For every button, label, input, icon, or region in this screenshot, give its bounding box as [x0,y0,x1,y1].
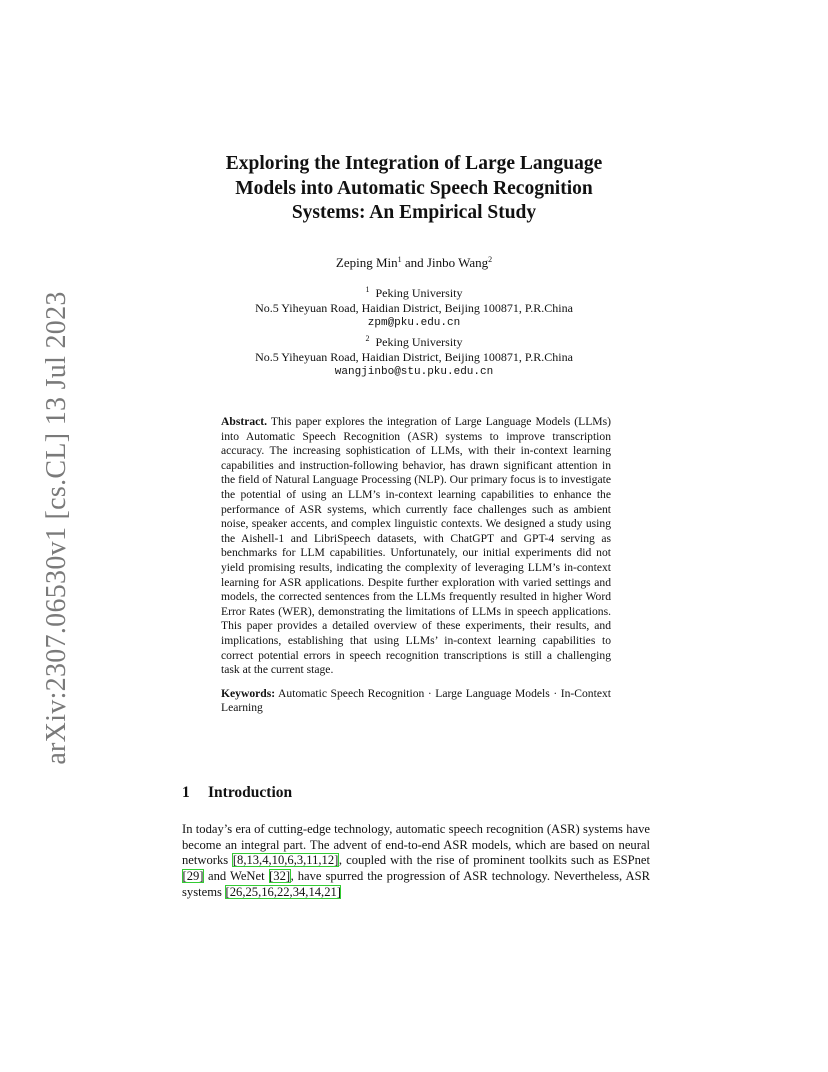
affiliation-1-mark: 1 [365,285,370,294]
author-1: Zeping Min [335,255,398,270]
intro-text-1: In today’s era of cutting-edge technology, automatic speech recognition (ASR) systems have become an integral part. The advent of end-to-end ASR models, which are based on neural networks [182,822,650,868]
affiliation-2-address: No.5 Yiheyuan Road, Haidian District, Beijing 100871, P.R.China [255,350,573,364]
keywords-label: Keywords: [221,686,276,700]
paper-title [0,152,828,226]
section-heading-introduction [182,784,292,802]
introduction-paragraph [182,822,650,901]
abstract [221,415,611,716]
affiliations [0,282,828,380]
abstract-text: This paper explores the integration of Large Language Models (LLMs) into Automatic Speech Recognition (ASR) systems to improve transcription accuracy. The increasing sophistication of LLMs, with their in-context learning capabilities and instruction-following behavior, has drawn significant attention in the field of Natural Language Processing (NLP). Our primary focus is to investigate the potential of using an LLM’s in-context learning capabilities to enhance the performance of ASR systems, which currently face challenges such as ambient noise, speaker accents, and complex linguistic contexts. We designed a study using the Aishell-1 and LibriSpeech datasets, with ChatGPT and GPT-4 serving as benchmarks for LLM capabilities. Unfortunately, our initial experiments did not yield promising results, indicating the complexity of leveraging LLM’s in-context learning for ASR applications. Despite further exploration with varied settings and models, the corrected sentences from the LLMs frequently resulted in higher Word Error Rates (WER), demonstrating the limitations of LLMs in speech applications. This paper provides a detailed overview of these experiments, their results, and implications, establishing that using LLMs’ in-context learning capabilities to correct potential errors in speech recognition transcriptions is still a challenging task at the current stage. [221,415,611,677]
affiliation-1-email[interactable]: zpm@pku.edu.cn [367,317,461,329]
affiliation-1-institution: Peking University [375,286,463,300]
keywords [221,687,611,716]
affiliation-1-name [0,282,828,301]
affiliation-2-email[interactable]: wangjinbo@stu.pku.edu.cn [334,366,494,378]
author-1-mark: 1 [397,255,402,264]
title-line-3: Systems: An Empirical Study [291,202,537,223]
citation-link[interactable]: [29] [182,869,204,884]
section-number: 1 [182,784,190,801]
citation-link[interactable]: [8,13,4,10,6,3,11,12] [232,853,339,868]
title-line-2: Models into Automatic Speech Recognition [235,177,593,199]
affiliation-2-mark: 2 [365,334,370,343]
author-conjunction: and [401,255,427,270]
author-list [0,255,828,271]
section-title: Introduction [208,784,293,801]
keywords-text: Automatic Speech Recognition · Large Language Models · In-Context Learning [221,686,611,715]
affiliation-2-name [0,331,828,350]
affiliation-2-institution: Peking University [375,335,463,349]
intro-text-4: , have spurred the progression of ASR technology. Nevertheless, ASR systems [182,869,650,899]
title-line-1: Exploring the Integration of Large Language [225,153,603,174]
author-2-mark: 2 [488,255,493,264]
author-2: Jinbo Wang [426,255,489,270]
citation-link[interactable]: [32] [269,869,291,884]
abstract-body [221,415,611,678]
affiliation-1-address: No.5 Yiheyuan Road, Haidian District, Beijing 100871, P.R.China [255,301,573,315]
intro-text-3: and WeNet [203,869,269,884]
intro-text-2: , coupled with the rise of prominent toolkits such as ESPnet [338,853,650,868]
arxiv-identifier: arXiv:2307.06530v1 [cs.CL] 13 Jul 2023 [41,291,72,765]
citation-link[interactable]: [26,25,16,22,34,14,21] [225,884,341,899]
abstract-label: Abstract. [221,415,268,428]
